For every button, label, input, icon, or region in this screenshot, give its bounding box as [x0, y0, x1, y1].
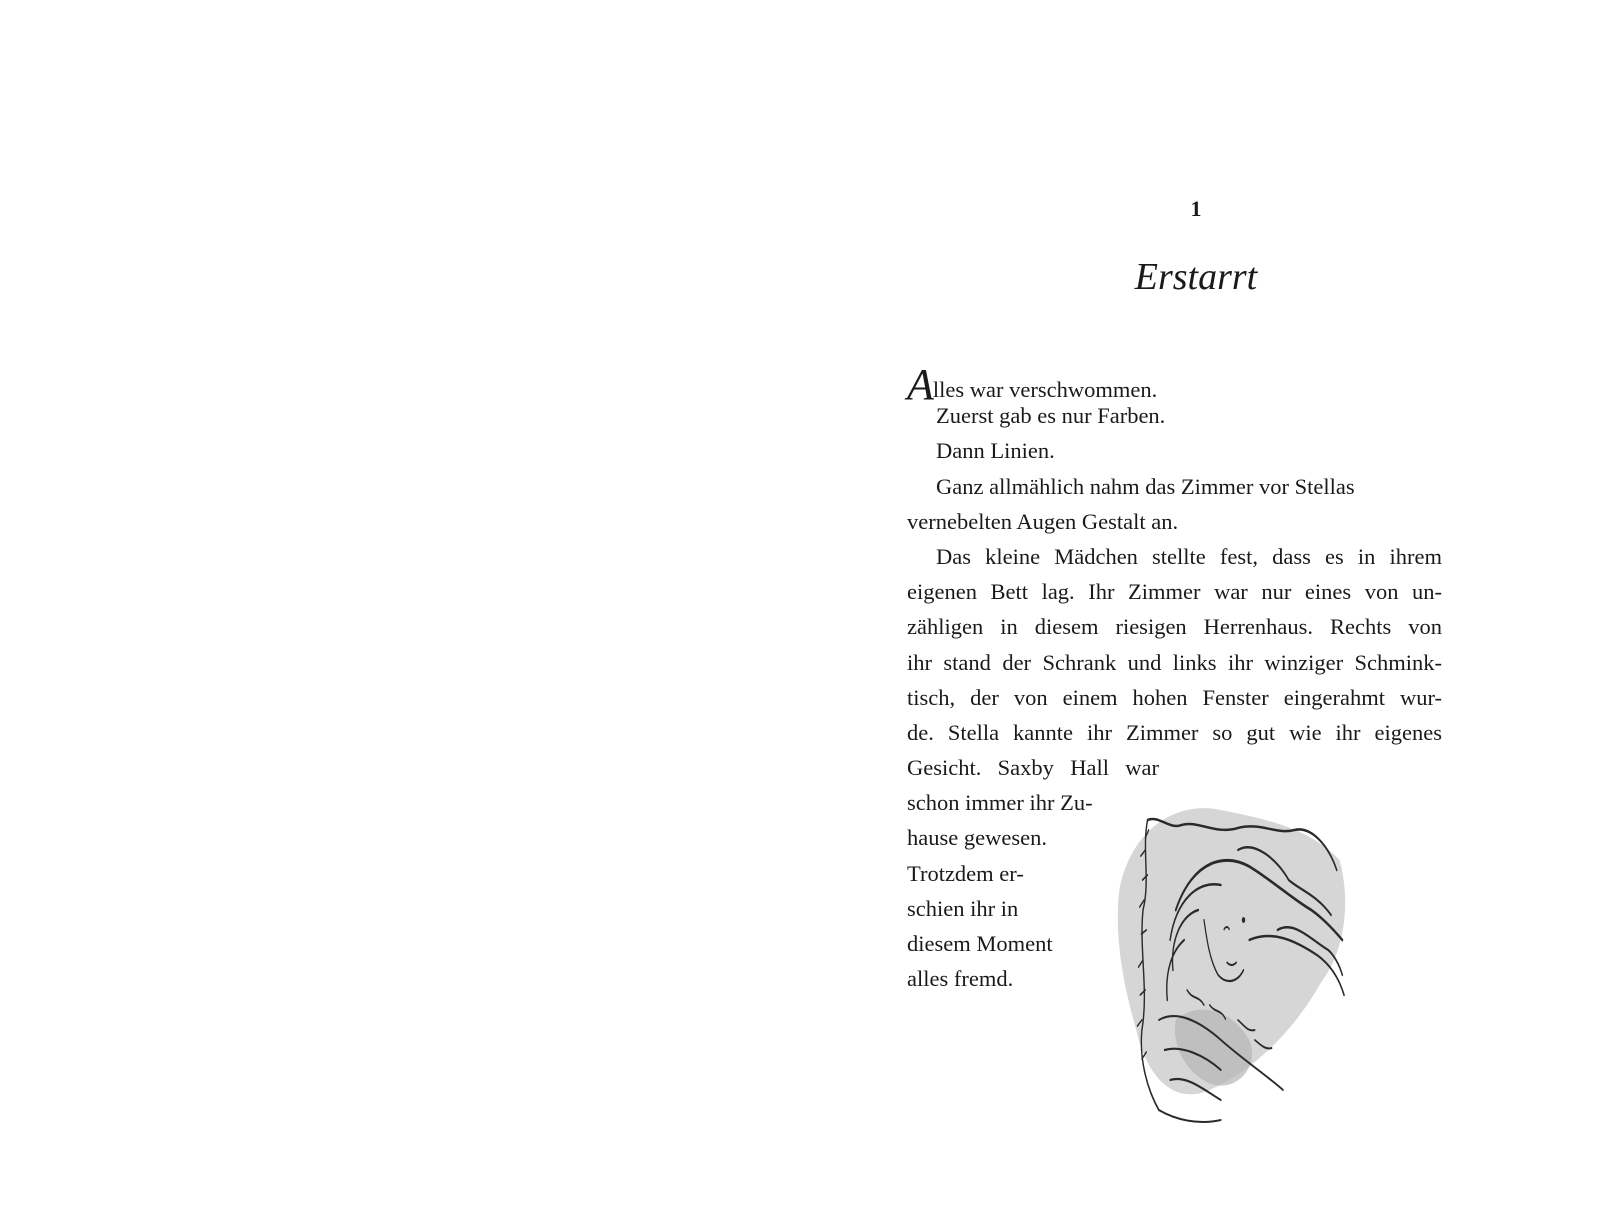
text-line: Dann Linien.: [936, 438, 1055, 464]
text-line: Zuerst gab es nur Farben.: [936, 403, 1166, 429]
text-line: ihr stand der Schrank und links ihr winziger Schmink-: [907, 649, 1442, 675]
text-line: Das kleine Mädchen stellte fest, dass es in ihrem: [936, 543, 1442, 569]
text-line: tisch, der von einem hohen Fenster eingerahmt wur-: [907, 684, 1442, 710]
first-line: [907, 360, 1442, 409]
text-line: vernebelten Augen Gestalt an.: [907, 508, 1179, 534]
text-line: diesem Moment: [907, 931, 1053, 956]
text-line: de. Stella kannte ihr Zimmer so gut wie ihr eigenes: [907, 719, 1442, 745]
text-line: Gesicht. Saxby Hall war: [907, 755, 1159, 781]
text-line: hause gewesen.: [907, 825, 1047, 851]
eye-dot: [1242, 917, 1245, 923]
text-line: zähligen in diesem riesigen Herrenhaus. Rechts von: [907, 614, 1442, 640]
text-line: Trotzdem er-: [907, 860, 1024, 886]
chapter-title: Erstarrt: [1134, 256, 1258, 298]
text-line: Ganz allmählich nahm das Zimmer vor Stellas: [936, 473, 1355, 499]
drop-cap: A: [907, 360, 933, 409]
chapter-number: 1: [1190, 196, 1202, 221]
sleeping-girl-illustration: [1108, 790, 1348, 1135]
first-line-text: lles war verschwommen.: [932, 377, 1158, 402]
text-line: eigenen Bett lag. Ihr Zimmer war nur eines von un-: [907, 579, 1442, 605]
wrapped-text-block: [907, 750, 1442, 785]
text-line: alles fremd.: [907, 966, 1014, 992]
right-page: [800, 0, 1600, 1211]
bed-edge-stroke: [1159, 1110, 1221, 1122]
text-line: schon immer ihr Zu-: [907, 790, 1093, 816]
text-line: schien ihr in: [907, 895, 1019, 921]
